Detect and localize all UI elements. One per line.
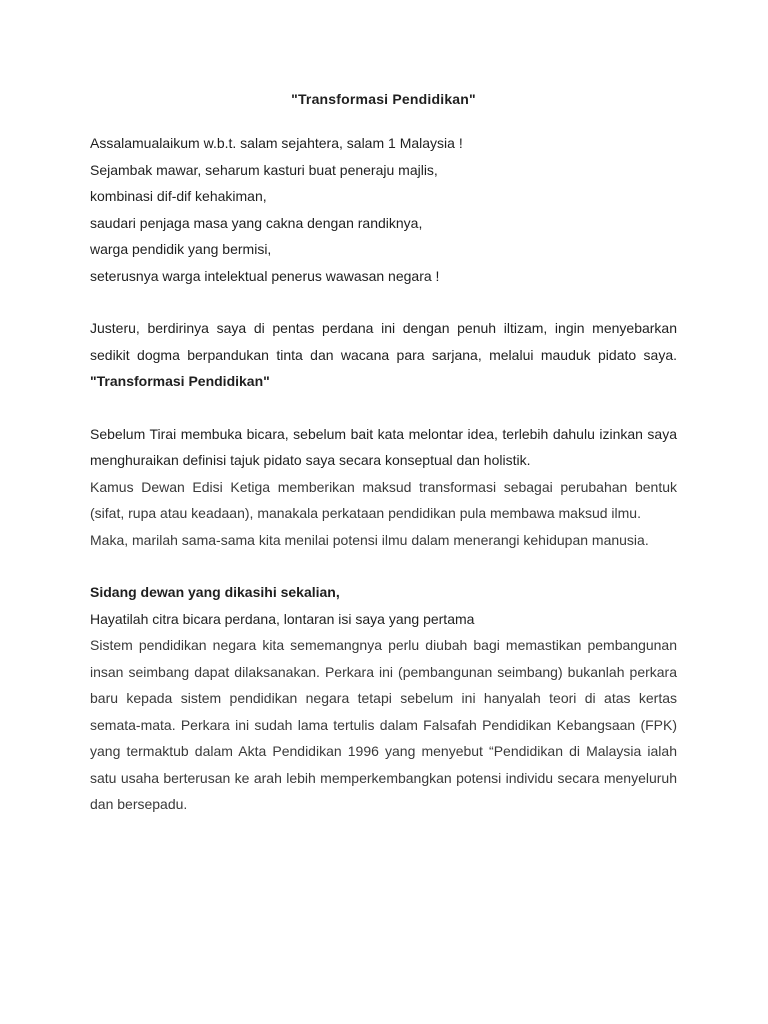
definition-paragraph: Maka, marilah sama-sama kita menilai potensi ilmu dalam menerangi kehidupan manusia.	[90, 531, 649, 548]
spacer	[90, 553, 677, 579]
greeting-line: Sejambak mawar, seharum kasturi buat peneraju majlis,	[90, 161, 438, 178]
intro-text: Justeru, berdirinya saya di pentas perdana ini dengan penuh iltizam, ingin menyebarkan sedikit dogma berpandukan tinta dan wacana para sarjana, melalui mauduk pidato saya.	[90, 320, 677, 363]
intro-bold-title: "Transformasi Pendidikan"	[90, 373, 270, 389]
greeting-line: seterusnya warga intelektual penerus wawasan negara !	[90, 267, 440, 284]
spacer	[90, 289, 677, 315]
greeting-line: Assalamualaikum w.b.t. salam sejahtera, salam 1 Malaysia !	[90, 135, 463, 151]
definition-paragraph: Sebelum Tirai membuka bicara, sebelum bait kata melontar idea, terlebih dahulu izinkan saya menghuraikan definisi tajuk pidato saya secara konseptual dan holistik.	[90, 425, 677, 468]
section-paragraph: Sistem pendidikan negara kita sememangnya perlu diubah bagi memastikan pembangunan insan seimbang dapat dilaksanakan. Perkara ini (pembangunan seimbang) bukanlah perkara baru kepada sistem pendidikan negara tetapi sebelum ini hanyalah teori di atas kertas semata-mata. Perkara ini sudah lama tertulis dalam Falsafah Pendidikan Kebangsaan (FPK) yang termaktub dalam Akta Pendidikan 1996 yang menyebut “Pendidikan di Malaysia ialah satu usaha berterusan ke arah lebih memperkembangkan potensi individu secara menyeluruh dan bersepadu.	[90, 637, 677, 812]
spacer	[90, 395, 677, 421]
greeting-line: kombinasi dif-dif kehakiman,	[90, 188, 267, 204]
greeting-block	[90, 130, 677, 289]
definition-paragraph: Kamus Dewan Edisi Ketiga memberikan maksud transformasi sebagai perubahan bentuk (sifat, rupa atau keadaan), manakala perkataan pendidikan pula membawa maksud ilmu.	[90, 478, 677, 521]
greeting-line: saudari penjaga masa yang cakna dengan randiknya,	[90, 214, 423, 231]
document-page	[90, 86, 677, 818]
section-subline: Hayatilah citra bicara perdana, lontaran isi saya yang pertama	[90, 610, 475, 627]
intro-paragraph	[90, 315, 677, 395]
greeting-line: warga pendidik yang bermisi,	[90, 241, 272, 257]
section-heading: Sidang dewan yang dikasihi sekalian,	[90, 584, 340, 600]
document-title: "Transformasi Pendidikan"	[291, 91, 476, 107]
